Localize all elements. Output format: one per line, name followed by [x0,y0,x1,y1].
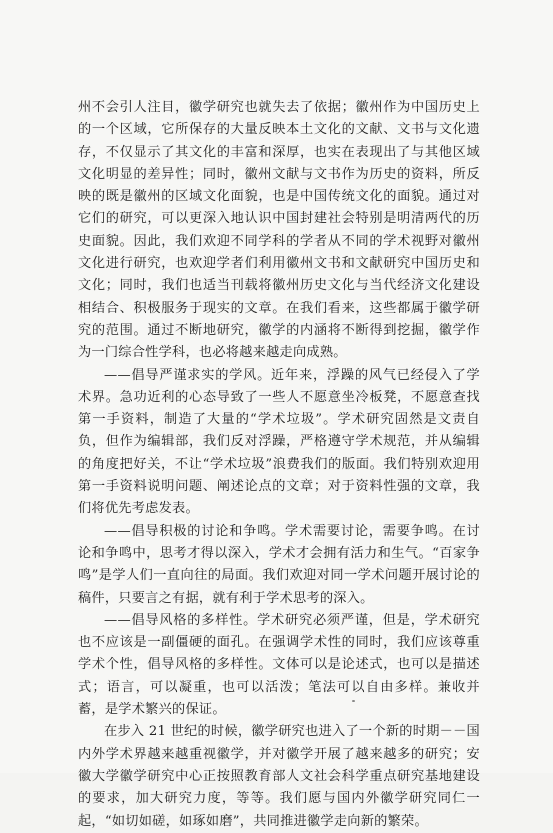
paragraph-3: ——倡导积极的讨论和争鸣。学术需要讨论，需要争鸣。在讨论和争鸣中，思考才得以深入，学术才会拥有活力和生气。“百家争鸣”是学人们一直向往的局面。我们欢迎对同一学术问题开展讨论的稿件，只要言之有据，就有利于学术思考的深入。 [78,523,480,606]
paragraph-5: 在步入 21 世纪的时候，徽学研究也进入了一个新的时期－－国内外学术界越来越重视徽学，并对徽学开展了越来越多的研究；安徽大学徽学研究中心正按照教育部人文社会科学重点研究基地建设的要求，加大研究力度，等等。我们愿与国内外徽学研究同仁一起，“如切如磋，如琢如磨”，共同推进徽学走向新的繁荣。 [78,724,480,829]
body-text [78,97,480,833]
paragraph-1: 州不会引人注目，徽学研究也就失去了依据；徽州作为中国历史上的一个区域，它所保存的大量反映本土文化的文献、文书与文化遗存，不仅显示了其文化的丰富和深厚，也实在表现出了与其他区域文化明显的差异性；同时，徽州文献与文书作为历史的资料，所反映的既是徽州的区域文化面貌，也是中国传统文化的面貌。通过对它们的研究，可以更深入地认识中国封建社会特别是明清两代的历史面貌。因此，我们欢迎不同学科的学者从不同的学术视野对徽州文化进行研究，也欢迎学者们利用徽州文书和文献研究中国历史和文化；同时，我们也适当刊载将徽州历史文化与当代经济文化建设相结合、积极服务于现实的文章。在我们看来，这些都属于徽学研究的范围。通过不断地研究，徽学的内涵将不断得到挖掘，徽学作为一门综合性学科，也必将越来越走向成熟。 [78,100,480,361]
paragraph-2: ——倡导严谨求实的学风。近年来，浮躁的风气已经侵入了学术界。急功近利的心态导致了一些人不愿意坐冷板凳，不愿意查找第一手资料，制造了大量的“学术垃圾”。学术研究固然是文责自负，但作为编辑部，我们反对浮躁，严格遵守学术规范，并从编辑的角度把好关，不让“学术垃圾”浪费我们的版面。我们特别欢迎用第一手资料说明问题、阐述论点的文章；对于资料性强的文章，我们将优先考虑发表。 [78,367,480,517]
paragraph-4: ——倡导风格的多样性。学术研究必须严谨，但是，学术研究也不应该是一副僵硬的面孔。在强调学术性的同时，我们应该尊重学术个性，倡导风格的多样性。文体可以是论述式，也可以是描述式；语言，可以凝重，也可以活泼；笔法可以自由多样。兼收并蓄，是学术繁兴的保证。 [78,612,480,718]
scan-speck [352,700,355,702]
